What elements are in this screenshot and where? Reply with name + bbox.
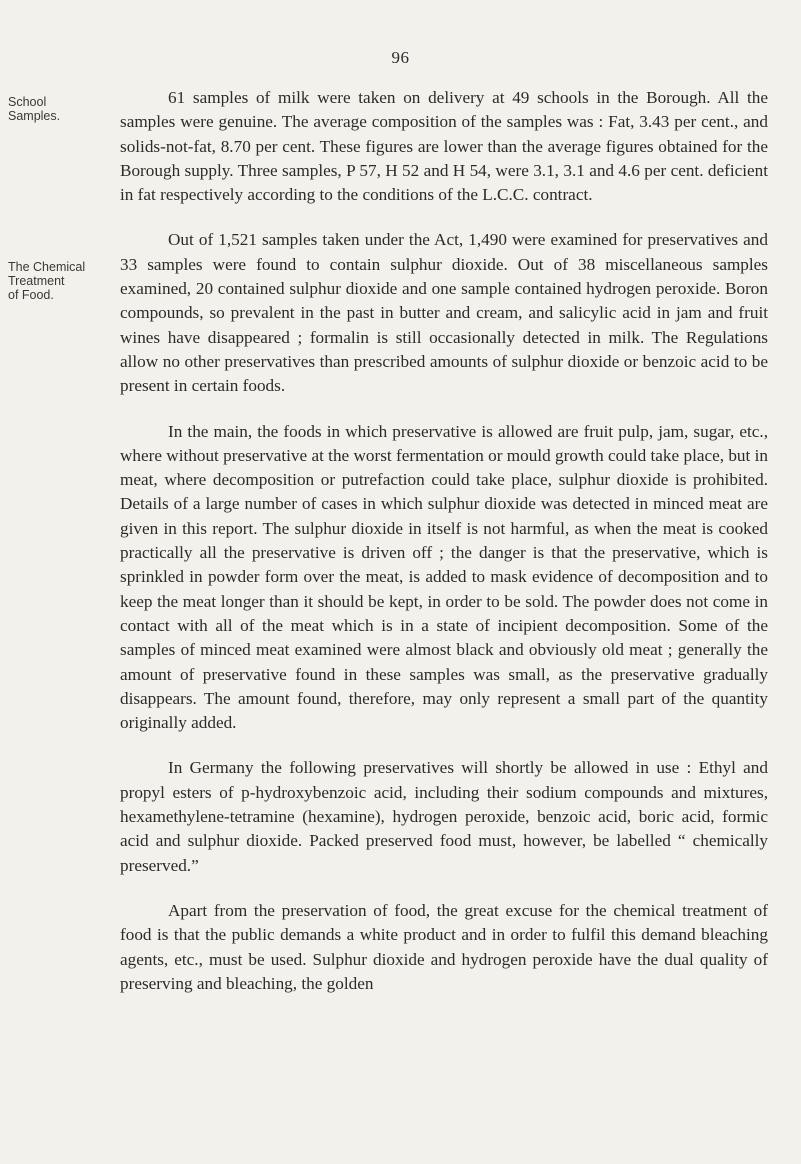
paragraph-germany: In Germany the following preservatives will shortly be allowed in use : Ethyl and propyl esters of p-hydroxybenzoic acid, including their sodium compounds and mixtures, hexamethylene-tetramine (hexamine), hydrogen peroxide, benzoic acid, boric acid, formic acid and sulphur dioxide. Packed preserved food must, however, be labelled “ chemically preserved.” (120, 758, 768, 875)
page-number: 96 (391, 48, 410, 67)
side-note-chemical-treatment: The Chemical Treatment of Food. (8, 260, 86, 302)
side-note-school-samples: School Samples. (8, 95, 61, 123)
paragraph-school-samples: 61 samples of milk were taken on delivery at 49 schools in the Borough. All the samples were genuine. The average composition of the samples was : Fat, 3.43 per cent., and solids-not-fat, 8.70 per cent. These figures are lower than the average figures obtained for the Borough supply. Three samples, P 57, H 52 and H 54, were 3.1, 3.1 and 4.6 per cent. deficient in fat respectively according to the conditions of the L.C.C. contract. (120, 88, 768, 205)
paragraph-bleaching: Apart from the preservation of food, the great excuse for the chemical treatment of food is that the public demands a white product and in order to fulfil this demand bleaching agents, etc., must be used. Sulphur dioxide and hydrogen peroxide have the dual quality of preserving and bleaching, the golden (120, 900, 768, 993)
paragraph-allowed-foods: In the main, the foods in which preservative is allowed are fruit pulp, jam, sugar, etc., where without preservative at the worst fermentation or mould growth could take place, but in meat, where decomposition or putrefaction could take place, sulphur dioxide is prohibited. Details of a large number of cases in which sulphur dioxide was detected in minced meat are given in this report. The sulphur dioxide in itself is not harmful, as when the meat is cooked practically all the preservative is driven off ; the danger is that the preservative, which is sprinkled in powder form over the meat, is added to mask evidence of decomposition and to keep the meat longer than it should be kept, in order to be sold. The powder does not come in contact with all of the meat which is in a state of incipient decomposition. Some of the samples of minced meat examined were almost black and obviously old meat ; generally the amount of preservative found in these samples was small, as the preservative gradually disappears. The amount found, therefore, may only represent a small part of the quantity originally added. (120, 421, 768, 733)
body-text (120, 86, 768, 1017)
paragraph-preservatives-examined: Out of 1,521 samples taken under the Act, 1,490 were examined for preservatives and 33 samples were found to contain sulphur dioxide. Out of 38 miscellaneous samples examined, 20 contained sulphur dioxide and one sample contained hydrogen peroxide. Boron compounds, so prevalent in the past in butter and cream, and salicylic acid in jam and fruit wines have disappeared ; formalin is still occasionally detected in milk. The Regulations allow no other preservatives than prescribed amounts of sulphur dioxide or benzoic acid to be present in certain foods. (120, 230, 768, 396)
